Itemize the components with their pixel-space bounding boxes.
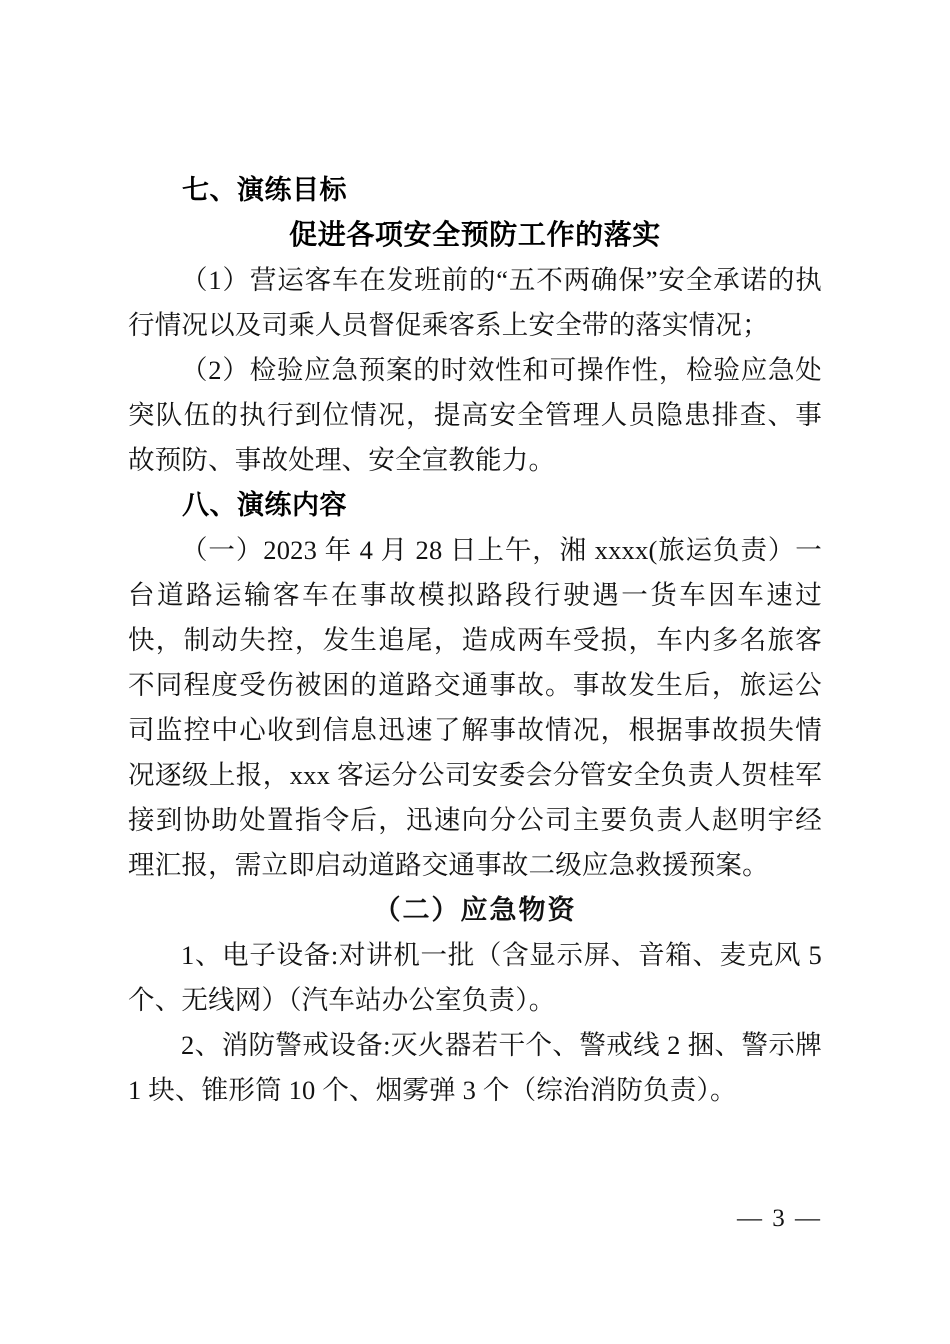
page-number: — 3 —	[737, 1205, 822, 1232]
section-seven-center-title: 促进各项安全预防工作的落实	[289, 220, 661, 251]
section-eight-subheading-supplies: （二）应急物资	[373, 895, 577, 925]
section-heading-eight: 八、演练内容	[182, 490, 347, 520]
section-seven-paragraph-1: （1）营运客车在发班前的“五不两确保”安全承诺的执行情况以及司乘人员督促乘客系上安全带的落实情况；	[128, 265, 822, 340]
supply-item-2: 2、消防警戒设备:灭火器若干个、警戒线 2 捆、警示牌 1 块、锥形筒 10 个、烟雾弹 3 个（综治消防负责）。	[128, 1030, 822, 1105]
section-eight-paragraph-1: （一）2023 年 4 月 28 日上午，湘 xxxx(旅运负责）一台道路运输客车在事故模拟路段行驶遇一货车因车速过快，制动失控，发生追尾，造成两车受损，车内多名旅客不同程度受伤被困的道路交通事故。事故发生后，旅运公司监控中心收到信息迅速了解事故情况，根据事故损失情况逐级上报，xxx 客运分公司安委会分管安全负责人贺桂军接到协助处置指令后，迅速向分公司主要负责人赵明宇经理汇报，需立即启动道路交通事故二级应急救援预案。	[128, 535, 822, 880]
section-heading-seven: 七、演练目标	[182, 175, 347, 205]
section-seven-paragraph-2: （2）检验应急预案的时效性和可操作性，检验应急处突队伍的执行到位情况，提高安全管理人员隐患排查、事故预防、事故处理、安全宣教能力。	[128, 355, 822, 475]
document-content	[128, 168, 822, 1113]
supply-item-1: 1、电子设备:对讲机一批（含显示屏、音箱、麦克风 5 个、无线网）（汽车站办公室负责）。	[128, 940, 822, 1015]
